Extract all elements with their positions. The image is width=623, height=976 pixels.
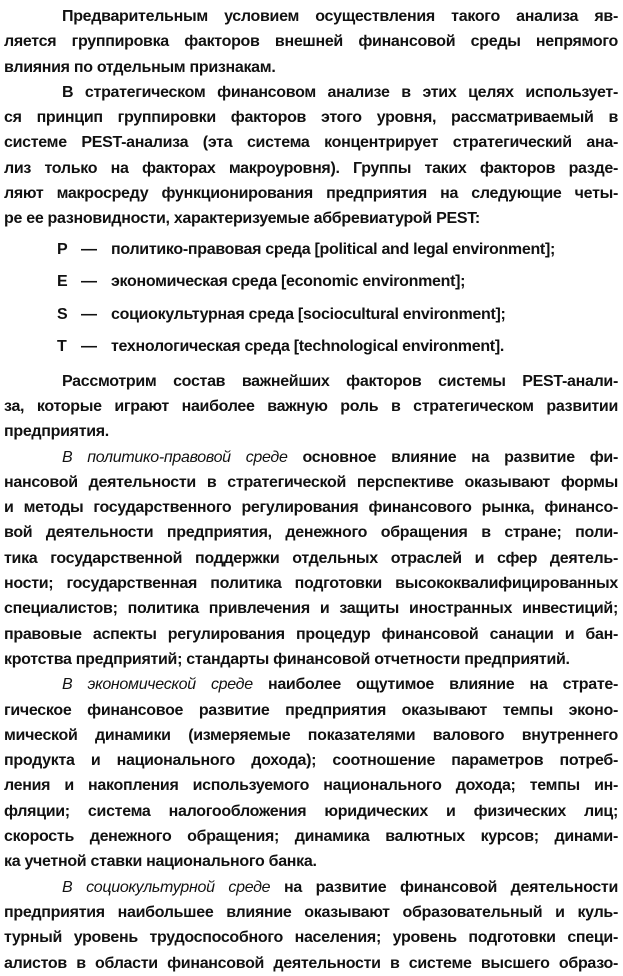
dash: — [81, 338, 97, 356]
text-line [4, 647, 618, 672]
pest-letter: S [57, 305, 68, 323]
dash: — [81, 240, 97, 258]
line-text: предприятия наибольшее влияние оказывают образовательный и куль- [4, 903, 618, 921]
line-text: ся принцип группировки факторов этого уровня, рассматриваемый в [4, 109, 618, 127]
text-line [4, 900, 618, 925]
pest-description: экономическая среда [economic environment]; [111, 273, 466, 291]
paragraph [4, 672, 618, 874]
text-line [4, 622, 618, 647]
pest-description: политико-правовая среда [political and legal environment]; [111, 240, 556, 258]
text-line [4, 445, 618, 470]
paragraph [4, 445, 618, 673]
text-line [4, 419, 618, 444]
text-line [4, 672, 618, 697]
pest-list-item [4, 299, 618, 332]
line-text: и методы государственного регулирования финансового рынка, финансо- [4, 499, 618, 517]
line-text: В стратегическом финансовом анализе в этих целях использует- [62, 83, 618, 101]
pest-description: технологическая среда [technological environment]. [111, 338, 505, 356]
line-text: фляции; система налогообложения юридических и физических лиц; [4, 802, 618, 820]
text-line [4, 80, 618, 105]
paragraph [4, 4, 618, 80]
italic-lead: В социокультурной среде [62, 878, 271, 896]
line-text: предприятия. [4, 423, 109, 441]
document-page [4, 4, 618, 976]
paragraph [4, 369, 618, 445]
line-text: гическое финансовое развитие предприятия оказывают темпы эконо- [4, 701, 618, 719]
text-line [4, 520, 618, 545]
text-line [4, 773, 618, 798]
dash: — [81, 273, 97, 291]
line-text: продукта и национального дохода); соотношение параметров потреб- [4, 752, 618, 770]
line-text: ления и накопления используемого национального дохода; темпы ин- [4, 777, 618, 795]
text-line [4, 55, 618, 80]
text-line [4, 369, 618, 394]
text-line [4, 824, 618, 849]
pest-list-item [4, 234, 618, 267]
paragraph [4, 875, 618, 976]
line-text: тика государственной поддержки отдельных отраслей и сфер деятель- [4, 549, 618, 567]
text-line [4, 951, 618, 976]
pest-list [4, 234, 618, 364]
line-text: наиболее ощутимое влияние на страте- [252, 676, 618, 694]
pest-description: социокультурная среда [sociocultural environment]; [111, 305, 506, 323]
pest-list-item [4, 331, 618, 364]
line-text: ляется группировка факторов внешней финансовой среды непрямого [4, 33, 618, 51]
line-text: Предварительным условием осуществления такого анализа яв- [62, 8, 618, 25]
pest-letter: T [57, 338, 67, 356]
line-text: ляют макросреду функционирования предприятия на следующие четы- [4, 185, 618, 203]
line-text: кротства предприятий; стандарты финансовой отчетности предприятий. [4, 650, 570, 668]
italic-lead: В политико-правовой среде [62, 448, 288, 466]
text-line [4, 130, 618, 155]
italic-lead: В экономической среде [62, 676, 253, 694]
pest-letter: P [57, 240, 68, 258]
text-line [4, 571, 618, 596]
line-text: правовые аспекты регулирования процедур финансовой санации и бан- [4, 625, 618, 643]
line-text: лиз только на факторах макроуровня). Группы таких факторов разде- [4, 159, 618, 177]
line-text: ре ее разновидности, характеризуемые аббревиатурой PEST: [4, 210, 480, 228]
text-line [4, 748, 618, 773]
line-text: Рассмотрим состав важнейших факторов системы PEST-анали- [62, 372, 618, 390]
text-line [4, 849, 618, 874]
line-text: системе PEST-анализа (эта система концентрирует стратегический ана- [4, 134, 618, 152]
pest-list-item [4, 266, 618, 299]
text-line [4, 181, 618, 206]
line-text: алистов в области финансовой деятельности в системе высшего образо- [4, 954, 618, 972]
text-line [4, 723, 618, 748]
line-text: специалистов; политика привлечения и защиты иностранных инвестиций; [4, 600, 618, 618]
line-text: вой деятельности предприятия, денежного обращения в стране; поли- [4, 524, 618, 542]
text-line [4, 799, 618, 824]
text-line [4, 394, 618, 419]
text-line [4, 206, 618, 231]
text-line [4, 875, 618, 900]
text-line [4, 925, 618, 950]
text-line [4, 546, 618, 571]
line-text: влияния по отдельным признакам. [4, 58, 276, 76]
text-line [4, 495, 618, 520]
text-line [4, 105, 618, 130]
line-text: ности; государственная политика подготовки высококвалифицированных [4, 575, 618, 593]
text-line [4, 596, 618, 621]
line-text: на развитие финансовой деятельности [270, 878, 619, 896]
line-text: скорость денежного обращения; динамика валютных курсов; динами- [4, 828, 618, 846]
line-text: за, которые играют наиболее важную роль в стратегическом развитии [4, 397, 618, 415]
text-line [4, 29, 618, 54]
dash: — [81, 305, 97, 323]
intro-paragraphs [4, 4, 618, 232]
text-line [4, 698, 618, 723]
line-text: основное влияние на развитие фи- [287, 448, 618, 466]
pest-factor-paragraphs [4, 369, 618, 976]
paragraph [4, 80, 618, 232]
line-text: мической динамики (измеряемые показателями валового внутреннего [4, 726, 618, 744]
line-text: турный уровень трудоспособного населения; уровень подготовки специ- [4, 929, 618, 947]
pest-letter: E [57, 273, 68, 291]
line-text: нансовой деятельности в стратегической перспективе оказывают формы [4, 473, 618, 491]
text-line [4, 470, 618, 495]
line-text: ка учетной ставки национального банка. [4, 853, 317, 871]
text-line [4, 4, 618, 29]
text-line [4, 156, 618, 181]
